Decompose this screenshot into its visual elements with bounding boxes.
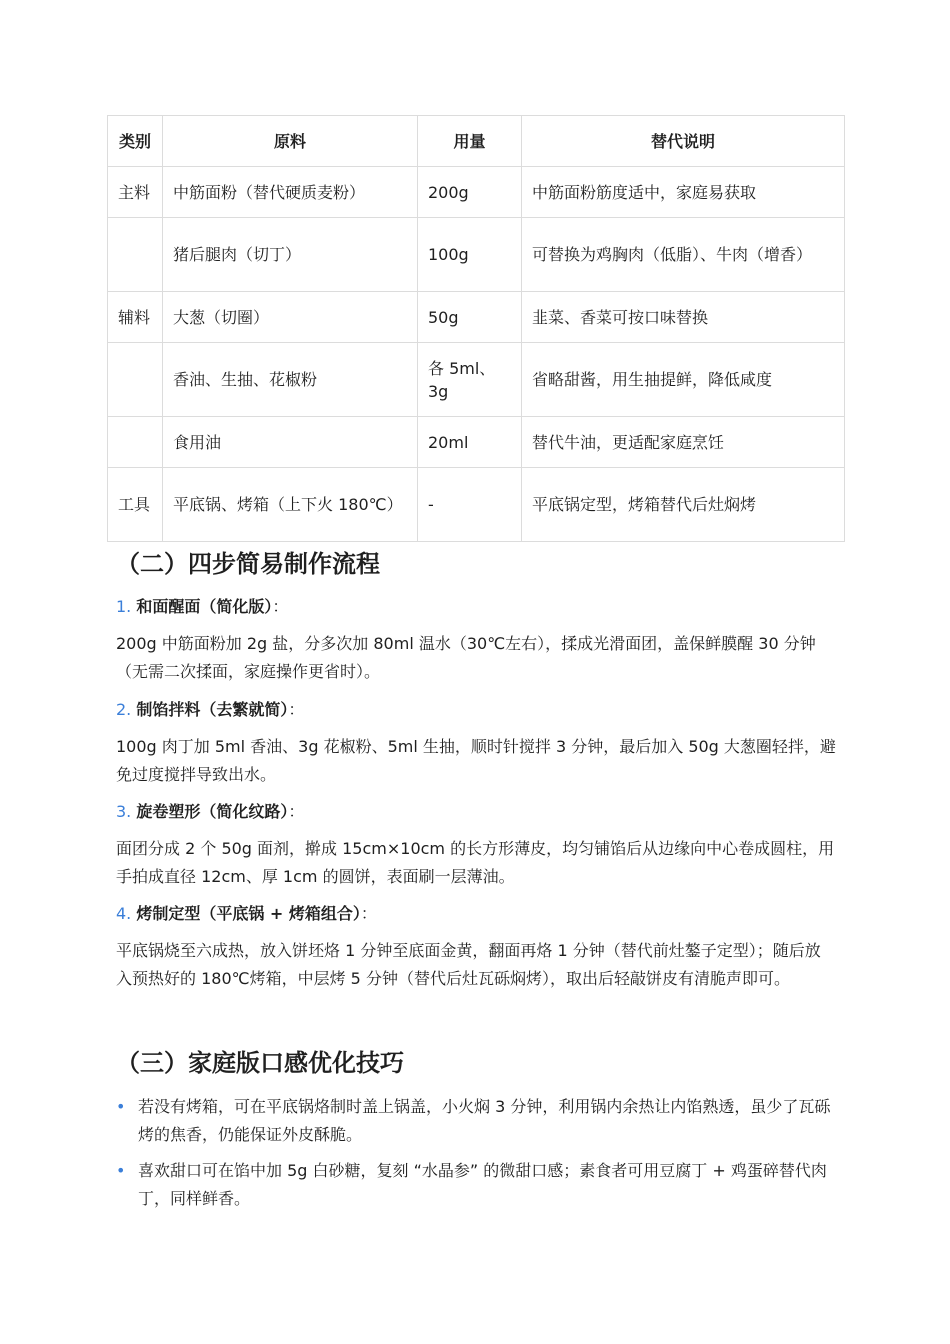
header-amount: 用量 <box>418 116 522 167</box>
step-colon: ： <box>272 597 289 616</box>
step-number: 2. <box>116 700 132 719</box>
cell-ingredient: 中筋面粉（替代硬质麦粉） <box>163 167 418 218</box>
step-colon: ： <box>360 904 377 923</box>
bullet-icon: • <box>116 1097 126 1116</box>
step-heading <box>116 903 377 925</box>
bullet-icon: • <box>116 1161 126 1180</box>
cell-category: 工具 <box>108 468 163 542</box>
cell-note: 可替换为鸡胸肉（低脂）、牛肉（增香） <box>522 218 845 292</box>
cell-amount: - <box>418 468 522 542</box>
cell-ingredient: 平底锅、烤箱（上下火 180℃） <box>163 468 418 542</box>
cell-category <box>108 417 163 468</box>
section-heading-tips: （三）家庭版口感优化技巧 <box>116 1049 404 1077</box>
step-text: 面团分成 2 个 50g 面剂，擀成 15cm×10cm 的长方形薄皮，均匀铺馅后从边缘向中心卷成圆柱，用手拍成直径 12cm、厚 1cm 的圆饼，表面刷一层薄油。 <box>116 839 835 886</box>
list-item <box>116 1157 836 1213</box>
step-text: 200g 中筋面粉加 2g 盐，分多次加 80ml 温水（30℃左右），揉成光滑面团，盖保鲜膜醒 30 分钟（无需二次揉面，家庭操作更省时）。 <box>116 634 816 681</box>
section-heading-steps: （二）四步简易制作流程 <box>116 550 380 578</box>
cell-category <box>108 218 163 292</box>
step-title: 和面醒面（简化版） <box>136 597 273 616</box>
header-ingredient: 原料 <box>163 116 418 167</box>
tip-text: 若没有烤箱，可在平底锅烙制时盖上锅盖，小火焖 3 分钟，利用锅内余热让内馅熟透，虽少了瓦砾烤的焦香，仍能保证外皮酥脆。 <box>138 1097 831 1144</box>
cell-category: 辅料 <box>108 292 163 343</box>
step-number: 3. <box>116 802 132 821</box>
step-text: 100g 肉丁加 5ml 香油、3g 花椒粉、5ml 生抽，顺时针搅拌 3 分钟，最后加入 50g 大葱圈轻拌，避免过度搅拌导致出水。 <box>116 737 836 784</box>
step-heading <box>116 596 288 618</box>
step-number: 1. <box>116 597 132 616</box>
cell-note: 替代牛油，更适配家庭烹饪 <box>522 417 845 468</box>
cell-ingredient: 大葱（切圈） <box>163 292 418 343</box>
step-heading <box>116 801 304 823</box>
cell-category <box>108 343 163 417</box>
cell-amount: 200g <box>418 167 522 218</box>
cell-note: 平底锅定型，烤箱替代后灶焖烤 <box>522 468 845 542</box>
table-row <box>108 343 845 417</box>
step-title: 烤制定型（平底锅 + 烤箱组合） <box>136 904 361 923</box>
cell-note: 韭菜、香菜可按口味替换 <box>522 292 845 343</box>
table-row <box>108 468 845 542</box>
cell-ingredient: 香油、生抽、花椒粉 <box>163 343 418 417</box>
table-row <box>108 292 845 343</box>
list-item <box>116 1093 836 1149</box>
cell-category: 主料 <box>108 167 163 218</box>
step-colon: ： <box>288 700 305 719</box>
table-row <box>108 167 845 218</box>
cell-amount: 20ml <box>418 417 522 468</box>
ingredient-table <box>107 115 845 542</box>
cell-note: 中筋面粉筋度适中，家庭易获取 <box>522 167 845 218</box>
step-title: 制馅拌料（去繁就简） <box>136 700 289 719</box>
step-number: 4. <box>116 904 132 923</box>
header-note: 替代说明 <box>522 116 845 167</box>
step-colon: ： <box>288 802 305 821</box>
table-row <box>108 417 845 468</box>
table-header-row <box>108 116 845 167</box>
step-heading <box>116 699 304 721</box>
header-category: 类别 <box>108 116 163 167</box>
cell-note: 省略甜酱，用生抽提鲜，降低咸度 <box>522 343 845 417</box>
cell-amount: 各 5ml、3g <box>418 343 522 417</box>
cell-amount: 100g <box>418 218 522 292</box>
cell-ingredient: 食用油 <box>163 417 418 468</box>
cell-amount: 50g <box>418 292 522 343</box>
tip-text: 喜欢甜口可在馅中加 5g 白砂糖，复刻 “水晶参” 的微甜口感；素食者可用豆腐丁 + 鸡蛋碎替代肉丁，同样鲜香。 <box>138 1161 827 1208</box>
table-row <box>108 218 845 292</box>
cell-ingredient: 猪后腿肉（切丁） <box>163 218 418 292</box>
step-text: 平底锅烧至六成热，放入饼坯烙 1 分钟至底面金黄，翻面再烙 1 分钟（替代前灶鏊子定型）；随后放入预热好的 180℃烤箱，中层烤 5 分钟（替代后灶瓦砾焖烤），取出后轻敲饼皮有清脆声即可。 <box>116 941 821 988</box>
step-title: 旋卷塑形（简化纹路） <box>136 802 289 821</box>
